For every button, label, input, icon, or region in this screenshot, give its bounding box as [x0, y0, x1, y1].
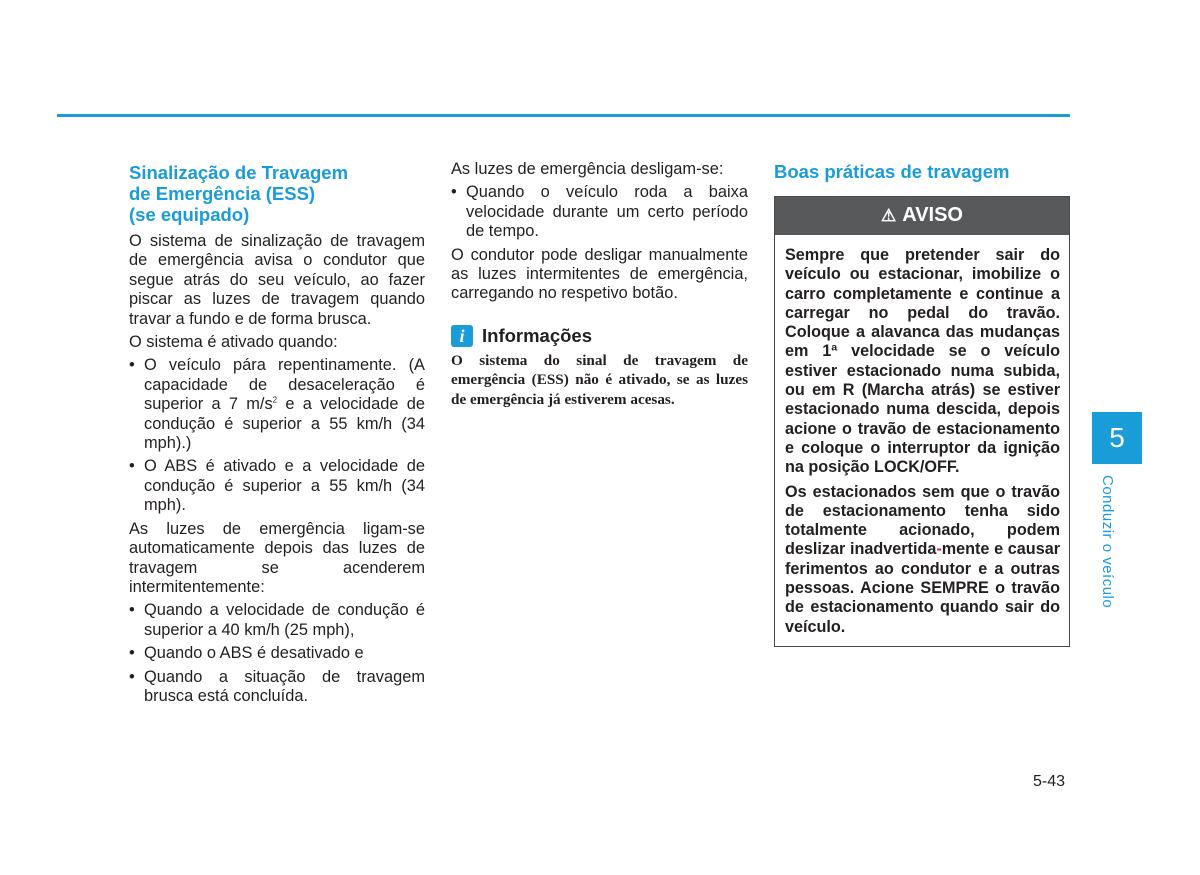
list-item: • Quando o veículo roda a baixa velocidade durante um certo período de tempo. [451, 183, 748, 241]
warning-paragraph-1: Sempre que pretender sair do veículo ou estacionar, imobilize o carro completamente e continue a carregar no pedal do travão. Coloque a alavanca das mudanças em 1ª velocidade se o veículo estiver estacionado numa subida, ou em R (Marcha atrás) se estiver estacionado numa descida, depois acione o travão de estacionamento e coloque o interruptor da ignição na posição LOCK/OFF. [785, 246, 1060, 477]
activation-list [129, 356, 425, 515]
hazard-off-list [451, 183, 748, 241]
warning-triangle-icon: ⚠ [880, 206, 897, 226]
page-number: 5-43 [1033, 773, 1066, 790]
activation-lead: O sistema é ativado quando: [129, 333, 338, 352]
warning-label: AVISO [902, 204, 963, 227]
hazard-on-list [129, 601, 425, 706]
list-item: • O veículo pára repentinamente. (A capacidade de desaceleração é superior a 7 $m/s^2$ e a velocidade de condução é superior a 55 km/h (34 mph).) [129, 356, 425, 453]
warning-paragraph-2: Os estacionados sem que o travão de estacionamento tenha sido totalmente acionado, podem deslizar inadvertida-mente e causar ferimentos ao condutor e a outras pessoas. Acione SEMPRE o travão de estacionamento quando sair do veículo. [785, 482, 1060, 636]
section-heading-ess: Sinalização de Travagem de Emergência (ESS) (se equipado) [129, 162, 349, 225]
info-icon: i [451, 325, 473, 347]
warning-box [774, 196, 1070, 647]
warning-body [775, 235, 1069, 646]
hazard-off-lead: As luzes de emergência desligam-se: [451, 160, 724, 178]
chapter-title: Conduzir o veículo [1099, 475, 1116, 609]
list-item: • Quando a situação de travagem brusca está concluída. [129, 668, 425, 707]
ess-intro-paragraph: O sistema de sinalização de travagem de emergência avisa o condutor que segue atrás do seu veículo, ao fazer piscar as luzes de travagem quando travar a fundo e de forma brusca. [129, 232, 425, 328]
info-body: O sistema do sinal de travagem de emergência (ESS) não é ativado, se as luzes de emergência já estiverem acesas. [451, 351, 748, 409]
info-title: Informações [482, 325, 593, 347]
header-rule [57, 114, 1070, 117]
manual-off-paragraph: O condutor pode desligar manualmente as luzes intermitentes de emergência, carregando no respetivo botão. [451, 245, 748, 303]
hazard-on-paragraph: As luzes de emergência ligam-se automaticamente depois das luzes de travagem se acenderem intermitentemente: [129, 519, 425, 596]
chapter-tab: 5 [1092, 412, 1142, 464]
column-left [129, 160, 425, 710]
column-right [774, 160, 1070, 647]
column-middle [451, 160, 748, 410]
list-item: • Quando a velocidade de condução é superior a 40 km/h (25 mph), [129, 601, 425, 640]
warning-header [775, 197, 1069, 235]
list-item: • O ABS é ativado e a velocidade de condução é superior a 55 km/h (34 mph). [129, 457, 425, 515]
info-header [451, 325, 748, 347]
section-heading-braking: Boas práticas de travagem [774, 161, 1010, 182]
list-item: • Quando o ABS é desativado e [129, 644, 425, 663]
